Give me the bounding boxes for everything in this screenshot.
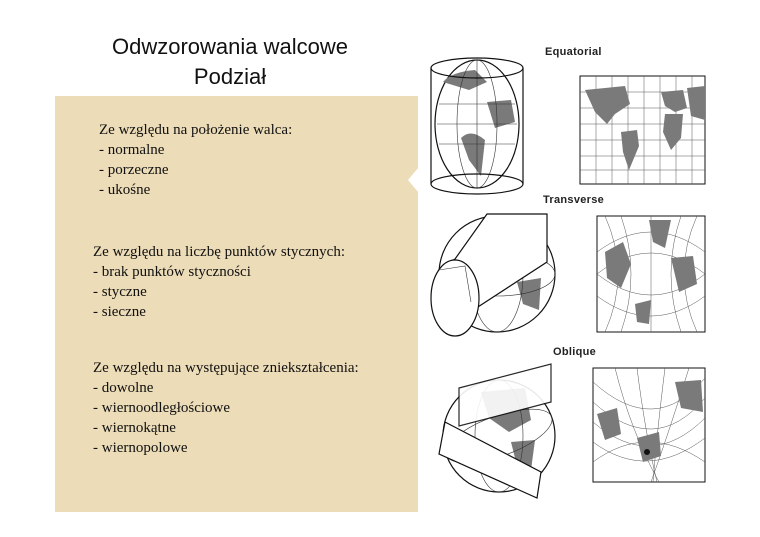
label-transverse: Transverse <box>543 194 605 206</box>
transverse-globe-cylinder <box>431 214 555 336</box>
section-heading: Ze względu na położenie walca: <box>99 122 293 138</box>
section-heading: Ze względu na liczbę punktów stycznych: <box>93 244 345 260</box>
oblique-globe-cylinder <box>439 364 558 498</box>
projection-figure <box>425 42 710 504</box>
equatorial-map <box>580 76 705 184</box>
list-item: - brak punktów styczności <box>93 264 251 280</box>
oblique-map <box>593 368 705 482</box>
list-item: - ukośne <box>99 182 151 198</box>
list-item: - normalne <box>99 142 165 158</box>
slide-title <box>40 32 420 92</box>
list-item: - dowolne <box>93 380 154 396</box>
section-tangent-points <box>93 242 345 322</box>
section-distortions <box>93 358 359 458</box>
label-oblique: Oblique <box>553 346 597 358</box>
list-item: - sieczne <box>93 304 146 320</box>
title-line-1: Odwzorowania walcowe <box>112 34 348 59</box>
equatorial-globe-cylinder <box>431 58 523 194</box>
section-cylinder-position <box>99 120 292 200</box>
projection-illustration <box>425 42 710 504</box>
list-item: - wiernopolowe <box>93 440 188 456</box>
list-item: - styczne <box>93 284 147 300</box>
section-heading: Ze względu na występujące zniekształcenia: <box>93 360 359 376</box>
list-item: - porzeczne <box>99 162 169 178</box>
list-item: - wiernoodległościowe <box>93 400 231 416</box>
list-item: - wiernokątne <box>93 420 176 436</box>
title-line-2: Podział <box>193 64 267 89</box>
panel-notch <box>408 168 418 192</box>
transverse-map <box>597 216 705 332</box>
label-equatorial: Equatorial <box>545 46 602 58</box>
